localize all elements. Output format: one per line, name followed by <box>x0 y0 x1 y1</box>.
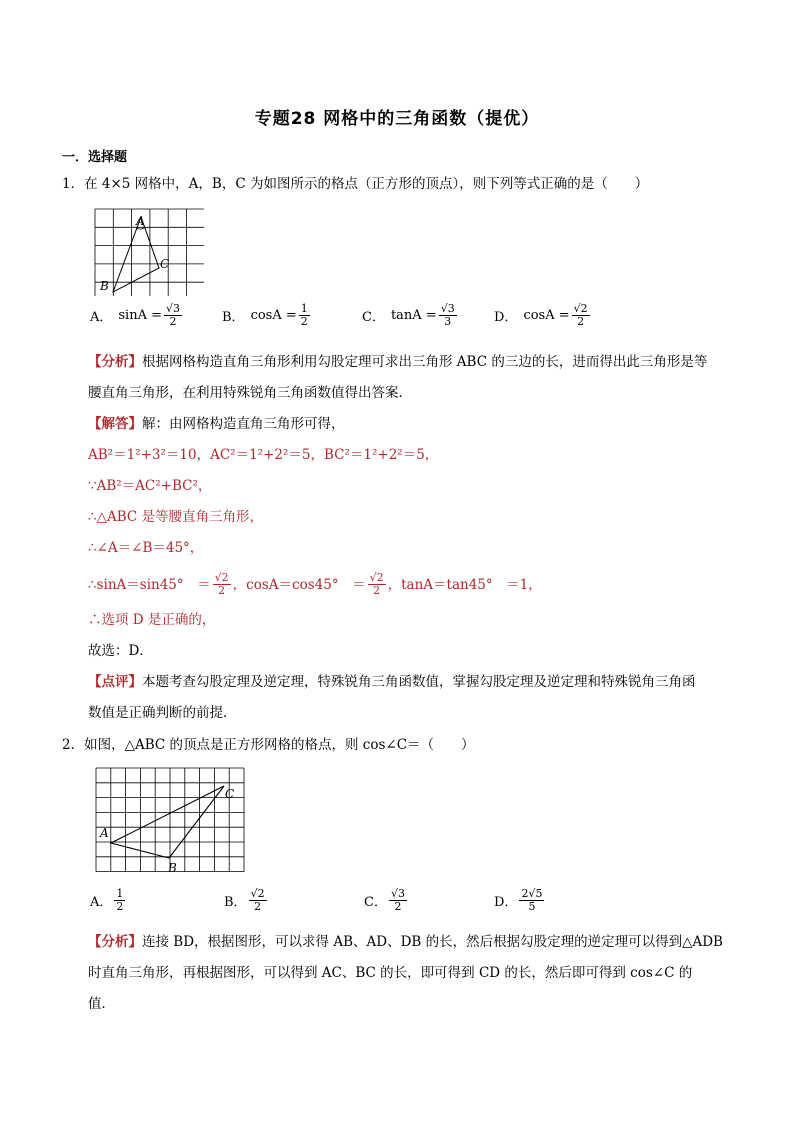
q2-analysis-end: 值． <box>88 996 115 1012</box>
q1-option-d-fraction: $\frac{√2}{2}$ <box>573 302 588 328</box>
q2-stem: 2．如图，△ABC 的顶点是正方形网格的格点，则 cos∠C＝（ ） <box>62 737 475 753</box>
q1-option-d-letter: D． <box>494 310 518 325</box>
q1-option-c[interactable] <box>362 303 459 328</box>
q1-answer: 【解答】解：由网格构造直角三角形可得， <box>88 416 345 432</box>
q1-label-b: B <box>100 279 109 293</box>
q1-stem: 1．在 4×5 网格中，A，B，C 为如图所示的格点（正方形的顶点），则下列等式正确的是（ ） <box>62 176 649 192</box>
q1-answer-line-2: AB²＝1²+3²＝10，AC²＝1²+2²＝5，BC²＝1²+2²＝5， <box>88 447 439 463</box>
q2-option-a[interactable] <box>90 888 127 913</box>
q2-label-c: C <box>225 787 235 801</box>
q1-comment-cont: 数值是正确判断的前提． <box>88 705 237 721</box>
q2-option-c-letter: C． <box>364 895 387 910</box>
q2-label-b: B <box>168 861 177 875</box>
q1-label-a: A <box>136 214 145 228</box>
q1-option-a-func: sinA = <box>118 308 163 323</box>
q2-option-c-fraction: $\frac{√3}{2}$ <box>390 887 405 913</box>
q2-analysis: 【分析】连接 BD，根据图形，可以求得 AB、AD、DB 的长，然后根据勾股定理的逆定理可以得到△ADB <box>88 934 723 950</box>
q1-option-c-fraction: $\frac{√3}{3}$ <box>440 302 455 328</box>
q1-answer-line-4: ∴△ABC 是等腰直角三角形， <box>88 509 264 525</box>
q1-answer-line-6: ∴sinA＝sin45° ＝ $\frac{√2}{2}$ ，cosA＝cos45° ＝ $\frac{√2}{2}$ ，tanA＝tan45° ＝1， <box>88 571 542 597</box>
q1-analysis-cont: 腰直角三角形，在利用特殊锐角三角函数值得出答案． <box>88 385 412 401</box>
q2-option-b-letter: B． <box>224 895 247 910</box>
q1-label-c: C <box>160 257 170 271</box>
q1-answer-line-5: ∴∠A＝∠B＝45°， <box>88 540 204 556</box>
q2-option-d[interactable] <box>494 888 546 913</box>
q2-option-c[interactable] <box>364 888 409 913</box>
q2-option-a-letter: A． <box>90 895 113 910</box>
q1-option-c-func: tanA = <box>390 308 437 323</box>
q2-label-a: A <box>100 826 109 840</box>
q1-answer-line-8: 故选：D． <box>88 643 153 659</box>
q1-option-b[interactable] <box>222 303 312 328</box>
q1-option-c-letter: C． <box>362 310 385 325</box>
q2-option-b[interactable] <box>224 888 269 913</box>
q1-option-d-func: cosA = <box>523 308 570 323</box>
q1-answer-line-3: ∵AB²＝AC²+BC²， <box>88 478 212 494</box>
q1-option-b-letter: B． <box>222 310 245 325</box>
q2-option-a-fraction: $\frac{1}{2}$ <box>116 887 124 913</box>
q1-answer-line-7: ∴选项 D 是正确的， <box>88 612 216 628</box>
section-heading: 一．选择题 <box>62 150 128 165</box>
q2-option-d-letter: D． <box>494 895 518 910</box>
q1-option-b-fraction: $\frac{1}{2}$ <box>300 302 308 328</box>
q1-grid-figure <box>92 206 204 296</box>
q1-comment: 【点评】本题考查勾股定理及逆定理，特殊锐角三角函数值，掌握勾股定理及逆定理和特殊锐角三角函 <box>88 674 696 690</box>
q2-option-b-fraction: $\frac{√2}{2}$ <box>250 887 265 913</box>
page-title: 专题28 网格中的三角函数（提优） <box>254 109 540 129</box>
q1-option-a-letter: A． <box>90 310 113 325</box>
q1-option-a[interactable] <box>90 303 184 328</box>
q2-option-d-fraction: $\frac{2√5}{5}$ <box>521 887 543 913</box>
q1-option-d[interactable] <box>494 303 592 328</box>
q2-triangle <box>111 786 224 858</box>
q1-analysis: 【分析】根据网格构造直角三角形利用勾股定理可求出三角形 ABC 的三边的长，进而得出此三角形是等 <box>88 354 708 370</box>
q2-grid-figure <box>92 764 250 880</box>
q1-angle-mark <box>136 228 144 229</box>
q2-analysis-cont: 时直角三角形，再根据图形，可以得到 AC、BC 的长，即可得到 CD 的长，然后即可得到 cos∠C 的 <box>88 965 693 981</box>
q1-option-a-fraction: $\frac{√3}{2}$ <box>166 302 181 328</box>
q1-option-b-func: cosA = <box>250 308 297 323</box>
